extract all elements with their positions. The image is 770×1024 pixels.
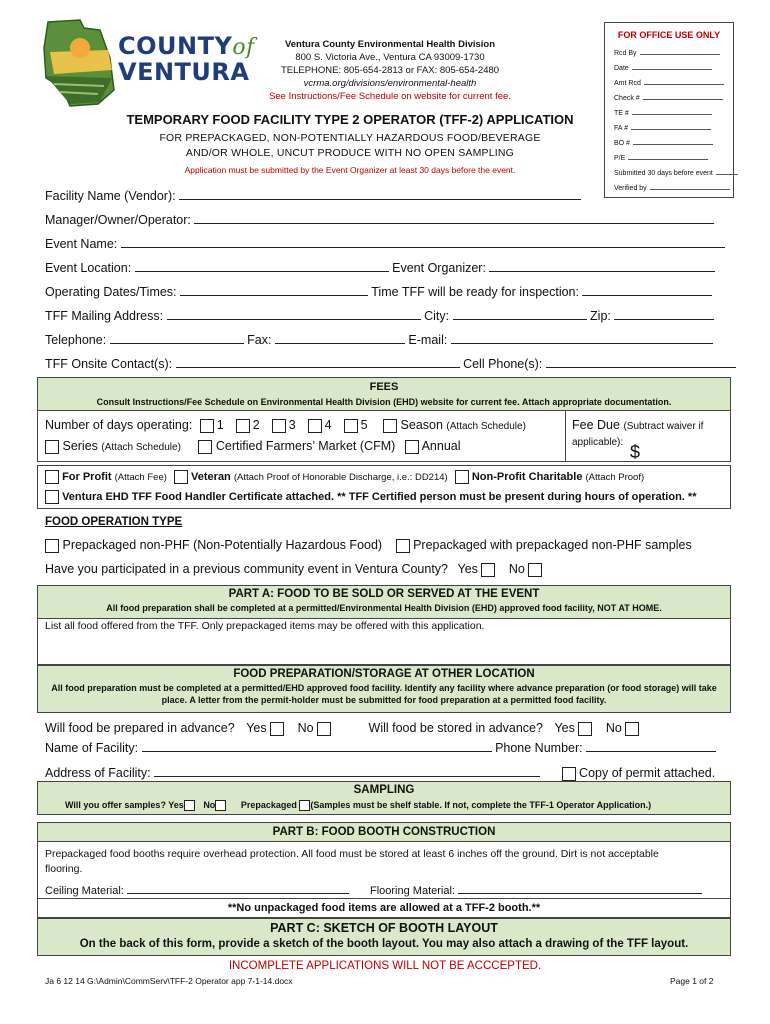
stored-advance-question: Will food be stored in advance? xyxy=(368,721,543,735)
day-1-label: 1 xyxy=(216,418,224,432)
office-field-line[interactable] xyxy=(643,92,723,100)
office-use-title: FOR OFFICE USE ONLY xyxy=(617,30,721,40)
cell-phone-label: Cell Phone(s): xyxy=(463,357,543,371)
flooring-field[interactable] xyxy=(458,882,702,894)
incomplete-warning: INCOMPLETE APPLICATIONS WILL NOT BE ACCCEPTED. xyxy=(228,960,542,972)
facility-name-label: Facility Name (Vendor): xyxy=(45,189,176,203)
for-profit-note: (Attach Fee) xyxy=(114,471,167,483)
part-a-band xyxy=(37,585,731,619)
part-b-text: Prepackaged food booths require overhead protection. All food must be stored at least 6 inches off the ground. Dirt is not acceptable flooring. xyxy=(45,848,659,875)
prep-facility-field[interactable] xyxy=(142,740,492,752)
county-logo xyxy=(40,18,255,108)
day-5-checkbox[interactable] xyxy=(344,419,358,433)
page-number: Page 1 of 2 xyxy=(670,976,714,986)
prep-advance-yes-checkbox[interactable] xyxy=(270,722,284,736)
sampling-title: SAMPLING xyxy=(353,784,415,796)
office-field-line[interactable] xyxy=(633,137,713,145)
prep-facility-label: Name of Facility: xyxy=(45,741,139,755)
office-field-row xyxy=(614,106,733,121)
stored-yes-checkbox[interactable] xyxy=(578,722,592,736)
agency-name: Ventura County Environmental Health Division xyxy=(284,39,496,50)
office-field-row xyxy=(614,121,733,136)
office-field-label: P/E xyxy=(614,155,626,162)
day-1-checkbox[interactable] xyxy=(200,419,214,433)
day-5-label: 5 xyxy=(360,418,368,432)
office-field-label: TE # xyxy=(614,110,629,117)
logo-county-text: COUNTY xyxy=(118,32,233,60)
office-field-row xyxy=(614,61,733,76)
office-field-label: BO # xyxy=(614,140,630,147)
fax-label: Fax: xyxy=(247,333,272,347)
previous-no-checkbox[interactable] xyxy=(528,563,542,577)
part-a-sub: All food preparation shall be completed at a permitted/Environmental Health Division (EHD) approved food facility, NOT AT HOME. xyxy=(106,603,662,613)
fee-due-label: Fee Due xyxy=(572,418,620,432)
veteran-checkbox[interactable] xyxy=(174,470,188,484)
cell-phone-field[interactable] xyxy=(546,356,736,368)
prep-phone-field[interactable] xyxy=(586,740,716,752)
days-checkboxes xyxy=(196,418,376,432)
part-a-box[interactable] xyxy=(37,618,731,665)
email-field[interactable] xyxy=(451,332,713,344)
stored-no-checkbox[interactable] xyxy=(625,722,639,736)
ceiling-field[interactable] xyxy=(127,882,349,894)
cfm-label: Certified Farmers’ Market (CFM) xyxy=(215,439,396,453)
sampling-no-checkbox[interactable] xyxy=(215,800,226,811)
fees-title: FEES xyxy=(369,381,399,393)
sampling-no-label: No xyxy=(203,800,216,810)
form-title: TEMPORARY FOOD FACILITY TYPE 2 OPERATOR (TFF-2) APPLICATION xyxy=(126,112,574,127)
part-a-instructions: List all food offered from the TFF. Only prepackaged items may be offered with this application. xyxy=(45,620,485,632)
season-checkbox[interactable] xyxy=(383,419,397,433)
day-3-checkbox[interactable] xyxy=(272,419,286,433)
part-a-title: PART A: FOOD TO BE SOLD OR SERVED AT THE EVENT xyxy=(228,588,540,600)
days-operating-label: Number of days operating: xyxy=(45,418,193,432)
veteran-label: Veteran xyxy=(191,470,231,483)
season-note: (Attach Schedule) xyxy=(446,421,526,432)
office-field-row xyxy=(614,166,733,181)
mailing-address-label: TFF Mailing Address: xyxy=(45,309,164,323)
operating-dates-label: Operating Dates/Times: xyxy=(45,285,177,299)
part-c-sub: On the back of this form, provide a sketch of the booth layout. You may also attach a drawing of the TFF layout. xyxy=(79,938,689,950)
city-label: City: xyxy=(424,309,450,323)
fax-field[interactable] xyxy=(275,332,405,344)
fee-dollar-sign: $ xyxy=(630,442,641,462)
event-name-label: Event Name: xyxy=(45,237,118,251)
previous-yes-checkbox[interactable] xyxy=(481,563,495,577)
permit-copy-checkbox[interactable] xyxy=(562,767,576,781)
office-field-line[interactable] xyxy=(632,62,712,70)
series-note: (Attach Schedule) xyxy=(101,442,181,453)
event-organizer-field[interactable] xyxy=(489,260,715,272)
agency-address: 800 S. Victoria Ave., Ventura CA 93009-1730 xyxy=(295,52,485,63)
prepackaged-nonphf-label: Prepackaged non-PHF (Non-Potentially Hazardous Food) xyxy=(62,538,383,552)
office-field-line[interactable] xyxy=(640,47,720,55)
event-organizer-label: Event Organizer: xyxy=(392,261,486,275)
prepackaged-nonphf-checkbox[interactable] xyxy=(45,539,59,553)
county-map-icon xyxy=(40,18,120,108)
prep-title: FOOD PREPARATION/STORAGE AT OTHER LOCATION xyxy=(233,668,535,680)
office-field-line[interactable] xyxy=(631,122,711,130)
food-handler-checkbox[interactable] xyxy=(45,490,59,504)
prep-band xyxy=(37,665,731,713)
form-subtitle-2: AND/OR WHOLE, UNCUT PRODUCE WITH NO OPEN SAMPLING xyxy=(185,147,515,159)
office-field-row xyxy=(614,76,733,91)
previous-no-label: No xyxy=(508,562,525,576)
nonprofit-note: (Attach Proof) xyxy=(585,471,645,483)
event-location-field[interactable] xyxy=(135,260,389,272)
office-use-box xyxy=(604,22,734,198)
event-name-field[interactable] xyxy=(121,236,725,248)
form-subtitle-1: FOR PREPACKAGED, NON-POTENTIALLY HAZARDOUS FOOD/BEVERAGE xyxy=(159,132,541,144)
stored-yes-label: Yes xyxy=(554,721,575,735)
part-b-band xyxy=(37,822,731,842)
prep-advance-no-label: No xyxy=(297,721,314,735)
zip-field[interactable] xyxy=(614,308,714,320)
prep-address-label: Address of Facility: xyxy=(45,766,151,780)
veteran-note: (Attach Proof of Honorable Discharge, i.e.: DD214) xyxy=(233,471,448,483)
office-field-label: Check # xyxy=(614,95,640,102)
fees-band xyxy=(37,377,731,411)
flooring-label: Flooring Material: xyxy=(370,885,455,897)
prep-advance-no-checkbox[interactable] xyxy=(317,722,331,736)
sampling-prepackaged-label: Prepackaged xyxy=(240,800,297,810)
prep-phone-label: Phone Number: xyxy=(495,741,583,755)
see-instructions: See Instructions/Fee Schedule on website for current fee. xyxy=(269,91,511,102)
nonprofit-checkbox[interactable] xyxy=(455,470,469,484)
telephone-field[interactable] xyxy=(110,332,244,344)
previous-event-question: Have you participated in a previous community event in Ventura County? xyxy=(45,562,449,576)
event-location-label: Event Location: xyxy=(45,261,132,275)
agency-website: vcrma.org/divisions/environmental-health xyxy=(303,78,477,89)
mailing-address-field[interactable] xyxy=(167,308,421,320)
food-handler-label: Ventura EHD TFF Food Handler Certificate attached. ** TFF Certified person must be present during hours of operation. ** xyxy=(62,490,697,503)
annual-label: Annual xyxy=(421,439,461,453)
for-profit-checkbox[interactable] xyxy=(45,470,59,484)
office-field-label: Submitted 30 days before event xyxy=(614,170,713,177)
onsite-contact-label: TFF Onsite Contact(s): xyxy=(45,357,173,371)
prepackaged-samples-label: Prepackaged with prepackaged non-PHF samples xyxy=(413,538,692,552)
fee-due-note: (Subtract waiver if applicable): xyxy=(572,421,704,448)
day-3-label: 3 xyxy=(288,418,296,432)
submit-note: Application must be submitted by the Event Organizer at least 30 days before the event. xyxy=(184,165,516,175)
day-4-checkbox[interactable] xyxy=(308,419,322,433)
previous-yes-label: Yes xyxy=(457,562,478,576)
office-field-line[interactable] xyxy=(628,152,708,160)
office-field-line[interactable] xyxy=(716,167,738,175)
office-field-label: Verified by xyxy=(614,185,647,192)
prep-address-field[interactable] xyxy=(154,765,540,777)
series-checkbox[interactable] xyxy=(45,440,59,454)
part-b-note: **No unpackaged food items are allowed at a TFF-2 booth.** xyxy=(227,902,541,914)
office-field-label: FA # xyxy=(614,125,629,132)
nonprofit-label: Non-Profit Charitable xyxy=(471,470,583,483)
prepackaged-samples-checkbox[interactable] xyxy=(396,539,410,553)
city-field[interactable] xyxy=(453,308,587,320)
day-2-checkbox[interactable] xyxy=(236,419,250,433)
part-c-title: PART C: SKETCH OF BOOTH LAYOUT xyxy=(270,921,498,935)
season-label: Season xyxy=(400,418,443,432)
office-field-label: Date xyxy=(614,65,629,72)
agency-phone: TELEPHONE: 805-654-2813 or FAX: 805-654-2480 xyxy=(280,65,500,76)
part-c-band xyxy=(37,918,731,956)
onsite-contact-field[interactable] xyxy=(176,356,460,368)
office-field-line[interactable] xyxy=(632,107,712,115)
for-profit-label: For Profit xyxy=(62,470,112,483)
sampling-band xyxy=(37,781,731,815)
telephone-label: Telephone: xyxy=(45,333,107,347)
logo-of-text: of xyxy=(232,35,255,60)
office-field-line[interactable] xyxy=(650,182,730,190)
office-field-row xyxy=(614,46,733,61)
office-field-line[interactable] xyxy=(644,77,724,85)
email-label: E-mail: xyxy=(408,333,448,347)
day-2-label: 2 xyxy=(252,418,260,432)
stored-no-label: No xyxy=(605,721,622,735)
day-4-label: 4 xyxy=(324,418,332,432)
tff-ready-label: Time TFF will be ready for inspection: xyxy=(371,285,579,299)
footer-file-path: Ja 6 12 14 G:\Admin\CommServ\TFF-2 Operator app 7-1-14.docx xyxy=(45,976,293,986)
manager-field[interactable] xyxy=(194,212,714,224)
office-field-row xyxy=(614,91,733,106)
manager-label: Manager/Owner/Operator: xyxy=(45,213,191,227)
permit-copy-label: Copy of permit attached. xyxy=(579,766,716,780)
operating-dates-field[interactable] xyxy=(180,284,368,296)
sampling-yes-checkbox[interactable] xyxy=(184,800,195,811)
food-op-title: FOOD OPERATION TYPE xyxy=(45,516,183,528)
tff-ready-field[interactable] xyxy=(582,284,712,296)
cfm-checkbox[interactable] xyxy=(198,440,212,454)
logo-ventura-text: VENTURA xyxy=(118,58,250,86)
sampling-prepackaged-checkbox[interactable] xyxy=(299,800,310,811)
prep-advance-question: Will food be prepared in advance? xyxy=(45,721,235,735)
sampling-note: (Samples must be shelf stable. If not, complete the TFF-1 Operator Application.) xyxy=(310,800,652,810)
facility-name-field[interactable] xyxy=(179,188,581,200)
office-field-label: Amt Rcd xyxy=(614,80,641,87)
office-field-row xyxy=(614,151,733,166)
series-label: Series xyxy=(62,439,98,453)
prep-sub: All food preparation must be completed at a permitted/EHD approved food facility. Identify any facility where advance preparation (or food storage) will take place. A letter from the permit-holder must be submitted for food preparation at a permitted food facility. xyxy=(51,683,717,705)
sampling-offer-label: Will you offer samples? Yes xyxy=(65,800,184,810)
office-field-row xyxy=(614,136,733,151)
fees-consult: Consult Instructions/Fee Schedule on Environmental Health Division (EHD) website for current fee. Attach appropriate documentation. xyxy=(96,397,672,407)
part-b-note-box xyxy=(37,898,731,918)
annual-checkbox[interactable] xyxy=(405,440,419,454)
ceiling-label: Ceiling Material: xyxy=(45,885,124,897)
part-b-title: PART B: FOOD BOOTH CONSTRUCTION xyxy=(272,826,496,838)
prep-advance-yes-label: Yes xyxy=(246,721,267,735)
office-field-row xyxy=(614,181,733,196)
office-field-label: Rcd By xyxy=(614,50,637,57)
zip-label: Zip: xyxy=(590,309,611,323)
